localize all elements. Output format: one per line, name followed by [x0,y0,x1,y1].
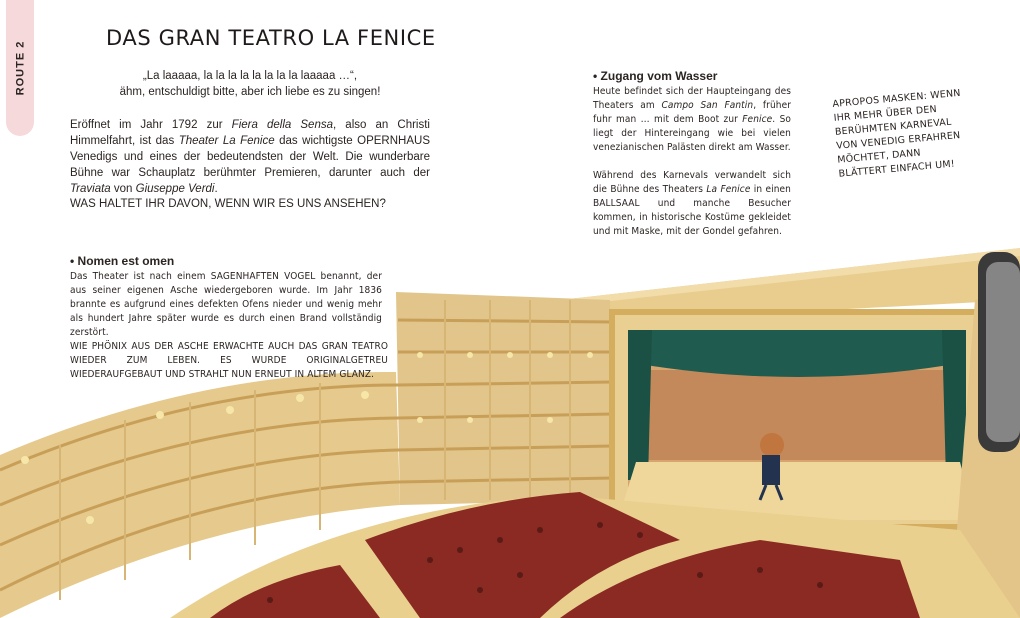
aside-note: APROPOS MASKEN: WENN IHR MEHR ÜBER DEN BERÜHMTEN KARNEVAL VON VENEDIG ERFAHREN MÖCHTET, DANN BLÄTTERT EINFACH UM! [832,87,962,180]
section-nomen-heading: • Nomen est omen [70,254,175,268]
intro-text-5: . [214,183,218,195]
curtain-left [628,330,652,480]
section-wasser [593,69,791,155]
wasser-text-1: Heute befindet sich der Haupteingang des Theaters am [593,86,791,111]
karneval-text-1: Während des Karnevals verwandelt sich die Bühne des Theaters [593,170,791,195]
section-nomen-text: Das Theater ist nach einem SAGENHAFTEN VOGEL benannt, der aus seiner eigenen Asche wiedergeboren wurde. Im Jahr 1836 brannte es aufgrund eines defekten Ofens nieder und wenig mehr als hundert Jahre später wurde es durch einen Brand vollständig zerstört. [70,271,382,338]
section-nomen [70,254,382,340]
stage-backdrop [648,370,948,460]
section-wasser-heading: • Zugang vom Wasser [593,69,718,83]
section-karneval [593,169,791,239]
section-wasser-text [593,85,791,155]
song-line-2: ähm, entschuldigt bitte, aber ich liebe es zu singen! [119,86,381,98]
intro-text-4: von [110,183,136,195]
wasser-italic-1: Campo San Fantin [661,100,754,111]
wasser-text-2: , früher fuhr man … mit dem Boot zur [593,100,792,125]
wasser-italic-2: Fenice [742,114,773,125]
intro-italic-4: Giuseppe Verdi [135,183,215,195]
page-title: DAS GRAN TEATRO LA FENICE [106,26,436,50]
intro-text-1: Eröffnet im Jahr 1792 zur [70,119,232,131]
intro-italic-2: Theater La Fenice [178,135,275,147]
route-tab-label: ROUTE 2 [14,40,26,96]
karneval-italic-1: La Fenice [706,184,751,195]
curtain-right [942,330,966,480]
lamp-icon [978,252,1020,452]
wasser-text-3: . So liegt der Hintereingang wie bei vielen venezianischen Palästen direkt am Wasser. [593,114,791,153]
karneval-text-2: in einen BALLSAAL und manche Besucher kommen, in historische Kostüme gekleidet und mit Maske, mit der Gondel gefahren. [593,184,791,237]
intro-italic-3: Traviata [70,183,111,195]
song-line-1: „La laaaaa, la la la la la la la la laaaaa …“, [142,70,358,82]
balcony-back-wall [396,292,615,505]
intro-italic-1: Fiera della Sensa [231,119,333,131]
section-phoenix [70,340,388,382]
question-line: WAS HALTET IHR DAVON, WENN WIR ES UNS ANSEHEN? [70,198,386,210]
intro-text-2: , also an Christi Himmelfahrt, ist das [70,119,430,147]
intro-text-3: das wichtigste OPERNHAUS Venedigs und eines der bedeutendsten der Welt. Die wunderbare Bühne war Schauplatz berühmter Premieren, darunter auch der [70,135,430,179]
section-karneval-text [593,169,791,239]
section-phoenix-text: WIE PHÖNIX AUS DER ASCHE ERWACHTE AUCH DAS GRAN TEATRO WIEDER ZUM LEBEN. ES WURDE ORIGINALGETREU WIEDERAUFGEBAUT UND STRAHLT NUN ERNEUT IN ALTEM GLANZ. [70,341,388,380]
